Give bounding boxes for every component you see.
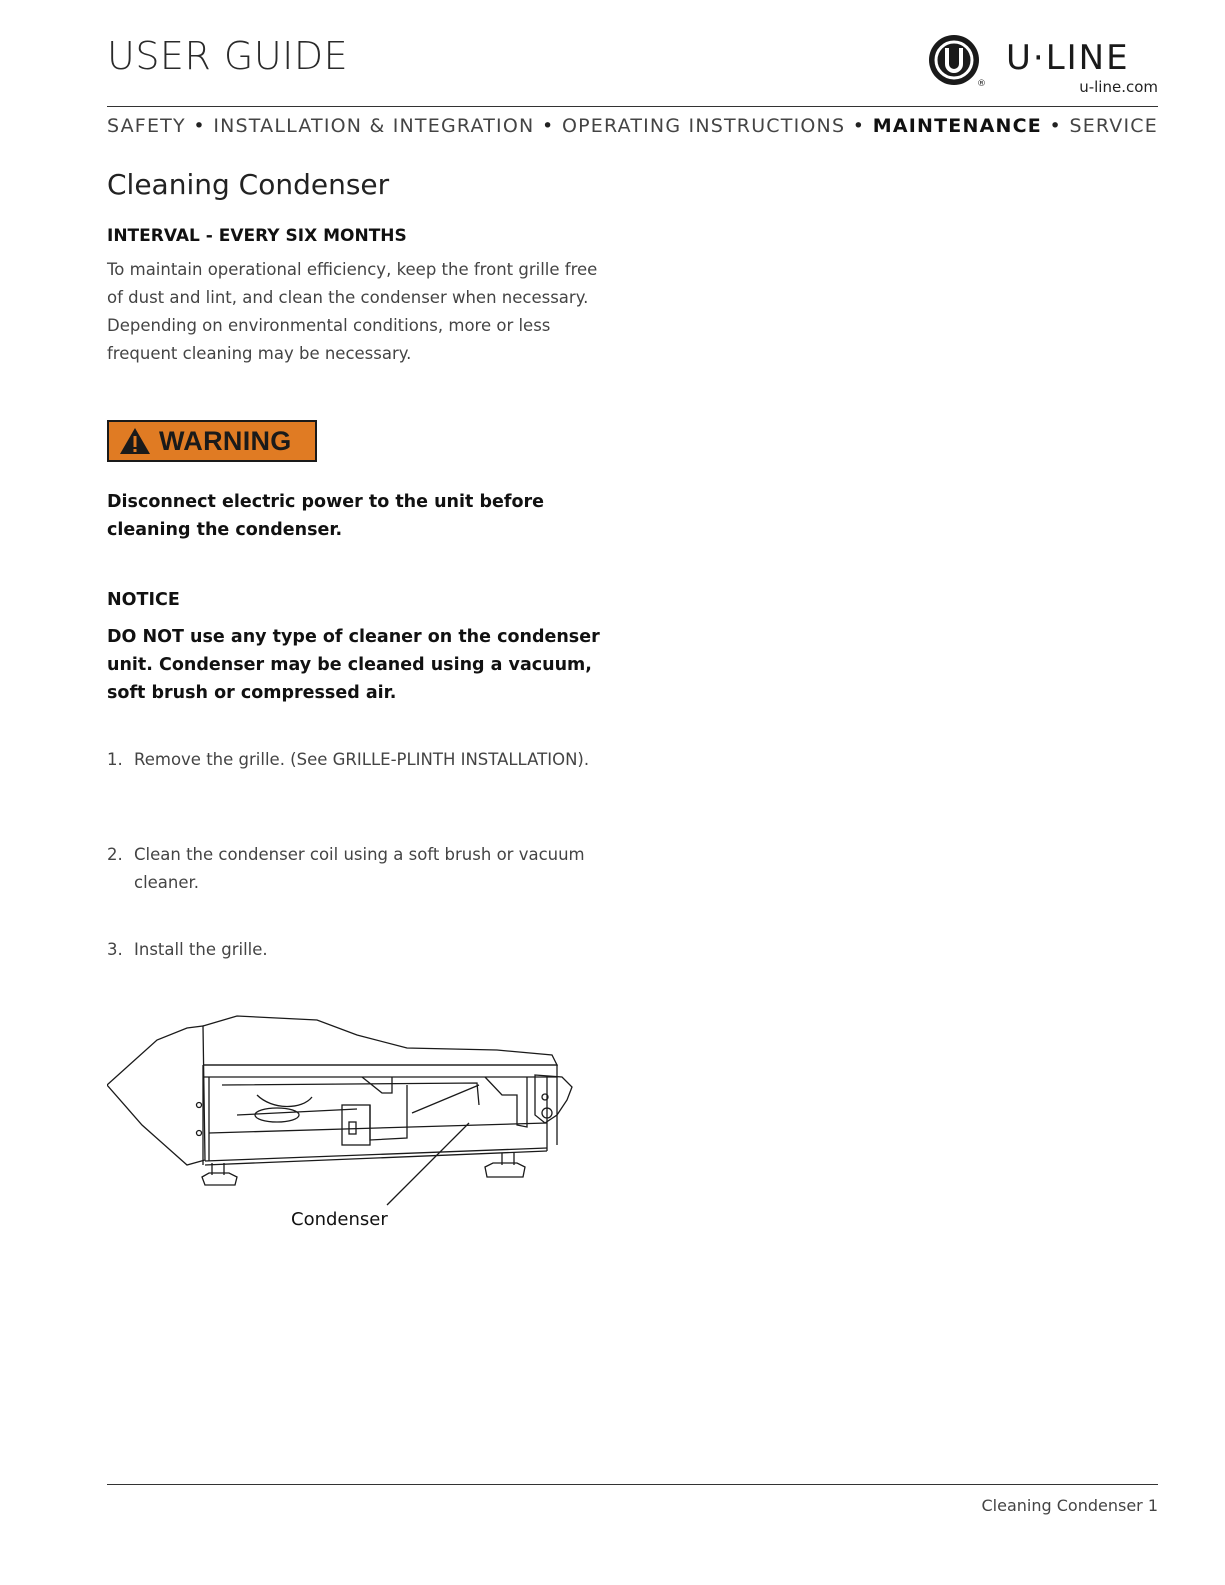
step-text: Clean the condenser coil using a soft brush or vacuum cleaner. (134, 845, 585, 892)
nav-separator: • (193, 115, 206, 137)
section-title: Cleaning Condenser (107, 168, 390, 201)
nav-item-safety: SAFETY (107, 115, 186, 137)
list-item (107, 936, 607, 964)
condenser-diagram (107, 1005, 577, 1240)
step-text: Remove the grille. (See GRILLE-PLINTH INSTALLATION). (134, 750, 590, 769)
nav-separator: • (1049, 115, 1062, 137)
warning-badge (107, 420, 317, 462)
nav-item-maintenance: MAINTENANCE (872, 115, 1042, 137)
warning-label: WARNING (159, 425, 292, 456)
guide-title: USER GUIDE (107, 34, 349, 78)
figure-label: Condenser (291, 1209, 388, 1230)
brand-name: U·LINE (1006, 38, 1130, 78)
step-number: 2. (107, 845, 123, 864)
warning-text: Disconnect electric power to the unit before cleaning the condenser. (107, 492, 545, 540)
nav-item-installation: INSTALLATION & INTEGRATION (213, 115, 535, 137)
step-text: Install the grille. (134, 940, 268, 959)
header-divider (107, 106, 1158, 107)
page-footer: Cleaning Condenser 1 (981, 1496, 1158, 1515)
registered-mark: ® (977, 79, 986, 89)
intro-paragraph: To maintain operational efficiency, keep the front grille free of dust and lint, and clean the condenser when necessary. Depending on environmental conditions, more or less frequent cleaning may be necessary. (107, 260, 598, 363)
brand-url: u-line.com (1079, 78, 1158, 96)
nav-item-operating: OPERATING INSTRUCTIONS (561, 115, 846, 137)
notice-text: DO NOT use any type of cleaner on the condenser unit. Condenser may be cleaned using a vacuum, soft brush or compressed air. (107, 627, 600, 703)
interval-heading: INTERVAL - EVERY SIX MONTHS (107, 226, 407, 246)
nav-separator: • (541, 115, 555, 137)
section-nav (107, 115, 1158, 137)
nav-separator: • (852, 115, 866, 137)
list-item (107, 841, 607, 897)
nav-item-service: SERVICE (1069, 115, 1158, 137)
warning-triangle-icon (119, 426, 151, 456)
notice-heading: NOTICE (107, 590, 180, 610)
step-number: 1. (107, 750, 123, 769)
list-item (107, 746, 607, 774)
footer-divider (107, 1484, 1158, 1485)
step-number: 3. (107, 940, 123, 959)
